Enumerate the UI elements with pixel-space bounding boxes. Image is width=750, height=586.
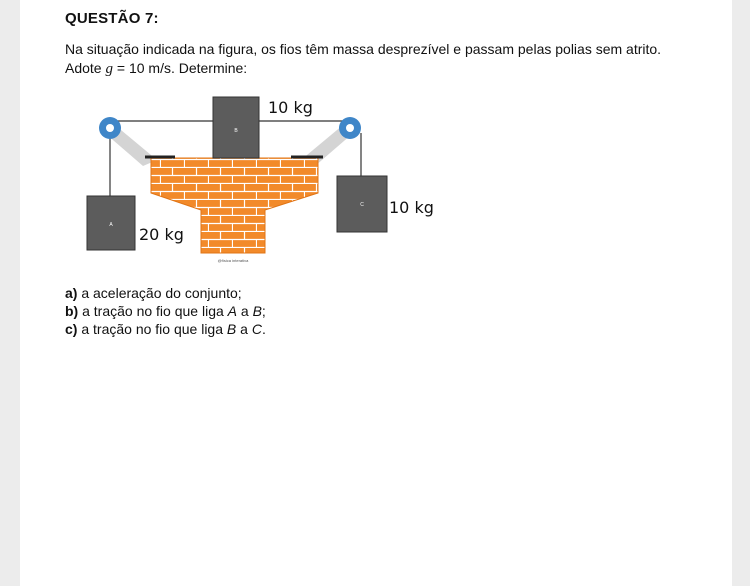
statement-text-2: = 10 m/s. Determine:	[112, 60, 248, 76]
figure-watermark: @física interativa	[217, 258, 249, 263]
statement-text-1: Na situação indicada na figura, os fios têm massa desprezível e passam pelas polias sem atrito. Adote	[65, 41, 662, 76]
block-b-letter: B	[234, 128, 238, 134]
block-c-letter: C	[360, 202, 364, 208]
document-page	[20, 0, 732, 586]
left-pulley-hub	[106, 124, 114, 132]
right-pulley-hub	[346, 124, 354, 132]
question-title: QUESTÃO 7:	[65, 10, 159, 27]
block-c-mass-label: 10 kg	[389, 198, 434, 217]
item-b: b) a tração no fio que liga A a B;	[65, 303, 266, 319]
block-a-letter: A	[109, 222, 113, 228]
item-a: a) a aceleração do conjunto;	[65, 285, 242, 301]
gravity-symbol: g	[105, 61, 113, 77]
question-statement	[65, 40, 675, 79]
question-items	[65, 284, 266, 338]
item-c: c) a tração no fio que liga B a C.	[65, 321, 266, 337]
block-a-mass-label: 20 kg	[139, 225, 184, 244]
pulley-diagram	[65, 88, 445, 273]
block-b-mass-label: 10 kg	[268, 98, 313, 117]
